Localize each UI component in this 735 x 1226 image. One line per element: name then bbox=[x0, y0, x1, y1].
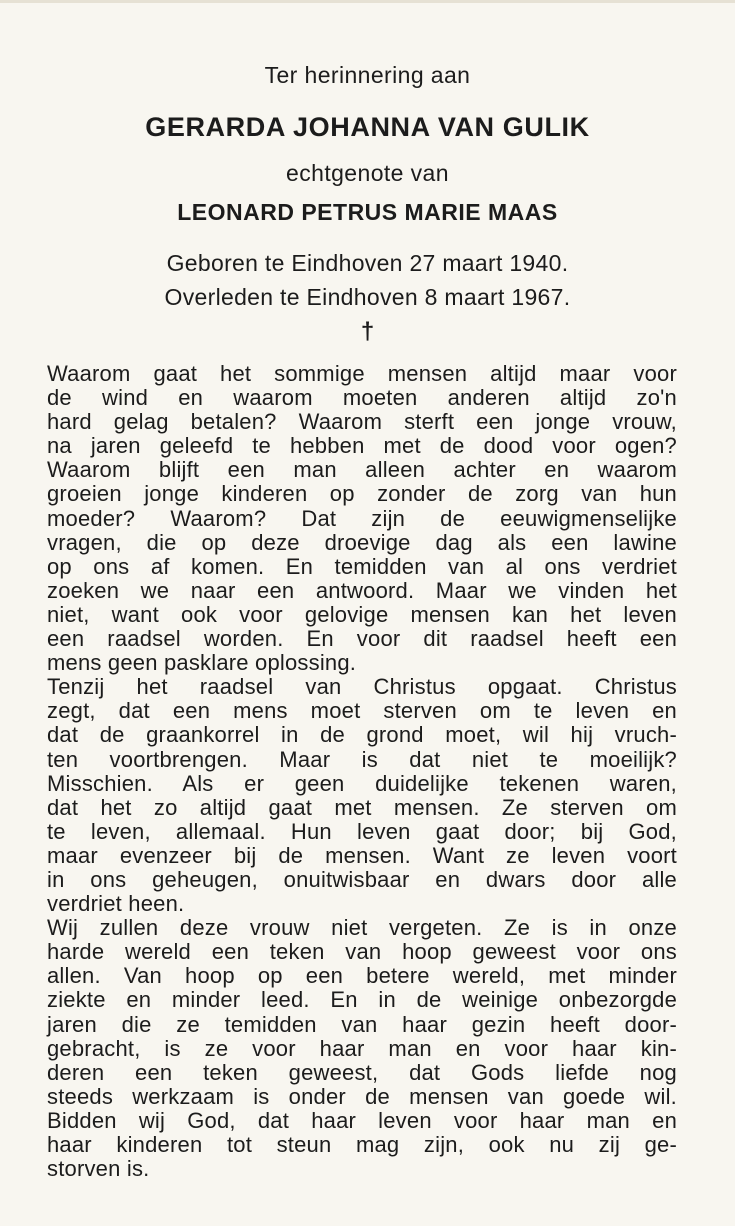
text-line: haar kinderen tot steun mag zijn, ook nu zij ge- bbox=[47, 1132, 677, 1157]
text-line: op ons af komen. En temidden van al ons verdriet bbox=[47, 553, 677, 579]
text-line: zegt, dat een mens moet sterven om te leven en bbox=[47, 698, 677, 724]
spouse-name: LEONARD PETRUS MARIE MAAS bbox=[177, 199, 558, 225]
text-line: moeder? Waarom? Dat zijn de eeuwigmenselijke bbox=[47, 505, 677, 531]
text-line: de wind en waarom moeten anderen altijd zo'n bbox=[47, 385, 677, 411]
text-line: Waarom blijft een man alleen achter en waarom bbox=[47, 457, 677, 483]
memorial-text bbox=[47, 362, 677, 1181]
text-line: gebracht, is ze voor haar man en voor haar kin- bbox=[47, 1035, 677, 1061]
text-line: Waarom gaat het sommige mensen altijd maar voor bbox=[47, 361, 677, 386]
deceased-name: GERARDA JOHANNA VAN GULIK bbox=[145, 112, 590, 142]
text-line: Tenzij het raadsel van Christus opgaat. Christus bbox=[47, 674, 677, 700]
text-line: een raadsel worden. En voor dit raadsel heeft een bbox=[47, 626, 677, 652]
text-line: Misschien. Als er geen duidelijke tekenen waren, bbox=[47, 770, 677, 796]
text-line: niet, want ook voor gelovige mensen kan het leven bbox=[47, 601, 677, 627]
spouse-label: echtgenote van bbox=[286, 160, 449, 186]
text-line: jaren die ze temidden van haar gezin heeft door- bbox=[47, 1011, 677, 1037]
text-line: maar evenzeer bij de mensen. Want ze leven voort bbox=[47, 842, 677, 868]
text-line: dat het zo altijd gaat met mensen. Ze sterven om bbox=[47, 794, 677, 820]
text-line: Bidden wij God, dat haar leven voor haar man en bbox=[47, 1107, 677, 1133]
text-line: mens geen pasklare oplossing. bbox=[47, 650, 357, 676]
text-line: allen. Van hoop op een betere wereld, met minder bbox=[47, 963, 677, 989]
intro-text: Ter herinnering aan bbox=[264, 62, 471, 88]
text-line: te leven, allemaal. Hun leven gaat door; bij God, bbox=[47, 818, 677, 844]
text-line: na jaren geleefd te hebben met de dood voor ogen? bbox=[47, 433, 677, 459]
text-line: verdriet heen. bbox=[47, 891, 185, 917]
text-line: zoeken we naar een antwoord. Maar we vinden het bbox=[47, 577, 677, 603]
text-line: vragen, die op deze droevige dag als een lawine bbox=[47, 529, 677, 555]
death-line: Overleden te Eindhoven 8 maart 1967. bbox=[164, 284, 571, 310]
text-line: deren een teken geweest, dat Gods liefde nog bbox=[47, 1059, 677, 1085]
text-line: groeien jonge kinderen op zonder de zorg van hun bbox=[47, 481, 677, 507]
text-line: ziekte en minder leed. En in de weinige onbezorgde bbox=[47, 987, 677, 1013]
text-line: in ons geheugen, onuitwisbaar en dwars door alle bbox=[47, 866, 677, 892]
cross-icon: † bbox=[360, 318, 375, 345]
text-line: steeds werkzaam is onder de mensen van goede wil. bbox=[47, 1083, 677, 1109]
text-line: dat de graankorrel in de grond moet, wil hij vruch- bbox=[47, 722, 677, 748]
text-line: Wij zullen deze vrouw niet vergeten. Ze is in onze bbox=[47, 915, 677, 941]
birth-line: Geboren te Eindhoven 27 maart 1940. bbox=[166, 250, 569, 276]
text-line: storven is. bbox=[47, 1156, 150, 1182]
text-line: hard gelag betalen? Waarom sterft een jonge vrouw, bbox=[47, 409, 677, 435]
text-line: harde wereld een teken van hoop geweest voor ons bbox=[47, 939, 677, 965]
text-line: ten voortbrengen. Maar is dat niet te moeilijk? bbox=[47, 746, 677, 772]
card-edge bbox=[0, 0, 735, 3]
